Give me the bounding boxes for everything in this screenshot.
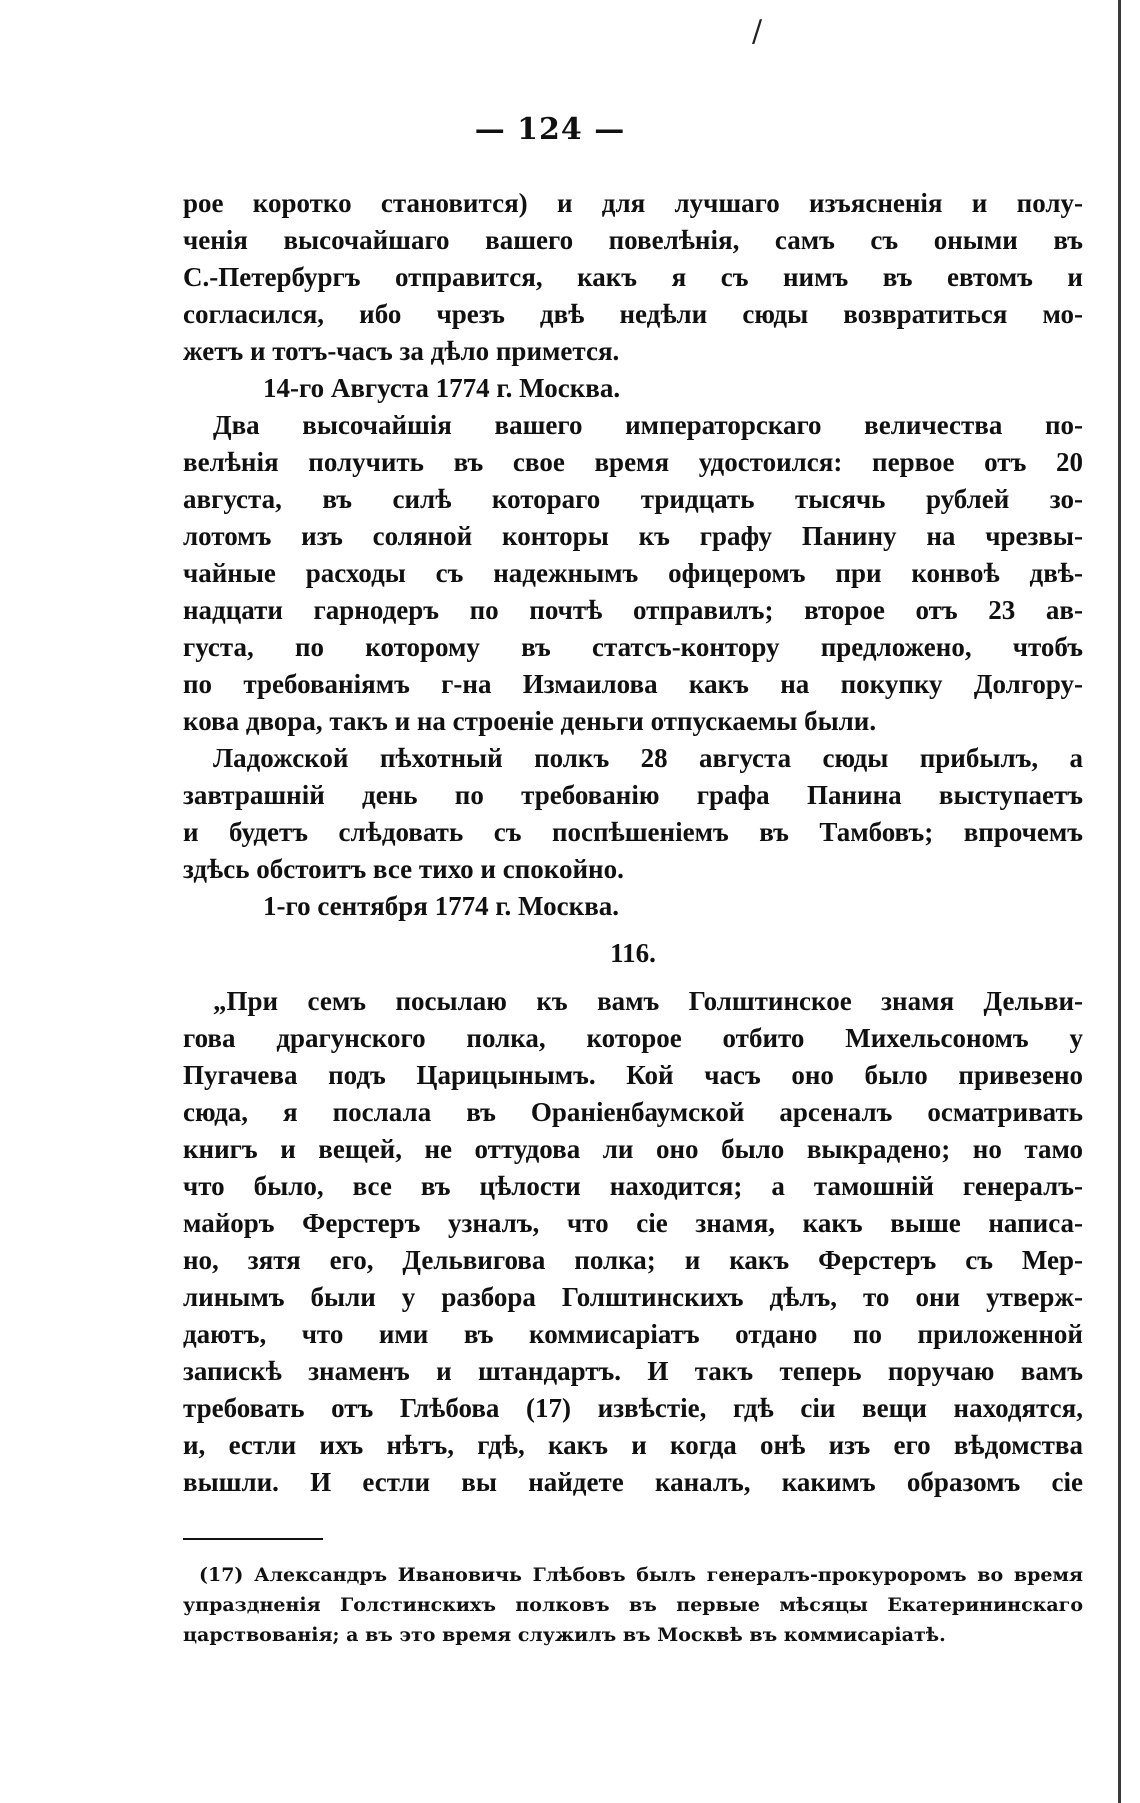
text-line: и будетъ слѣдовать съ поспѣшеніемъ въ Тамбовъ; впрочемъ xyxy=(183,817,1083,847)
paragraph-4 xyxy=(183,983,1083,1501)
text-line: требовать отъ Глѣбова (17) извѣстіе, гдѣ сіи вещи находятся, xyxy=(183,1393,1083,1423)
text-line: рое коротко становится) и для лучшаго изъясненія и полу- xyxy=(183,188,1083,218)
text-line: и, естли ихъ нѣтъ, гдѣ, какъ и когда онѣ изъ его вѣдомства xyxy=(183,1430,1083,1460)
document-number: 116. xyxy=(610,938,656,968)
text-line: велѣнія получить въ свое время удостоился: первое отъ 20 xyxy=(183,447,1083,477)
text-line: чайные расходы съ надежнымъ офицеромъ при конвоѣ двѣ- xyxy=(183,558,1083,588)
footnote-line: царствованія; а въ это время служилъ въ Москвѣ въ коммисаріатѣ. xyxy=(183,1624,946,1646)
text-line: запискѣ знаменъ и штандартъ. И такъ теперь поручаю вамъ xyxy=(183,1356,1083,1386)
text-line: книгъ и вещей, не оттудова ли оно было выкрадено; но тамо xyxy=(183,1134,1083,1164)
text-line: согласился, ибо чрезъ двѣ недѣли сюды возвратиться мо- xyxy=(183,299,1083,329)
text-line: по требованіямъ г-на Измаилова какъ на покупку Долгору- xyxy=(183,669,1083,699)
text-line: надцати гарнодеръ по почтѣ отправилъ; второе отъ 23 ав- xyxy=(183,595,1083,625)
text-line: августа, въ силѣ котораго тридцать тысячь рублей зо- xyxy=(183,484,1083,514)
text-line: даютъ, что ими въ коммисаріатъ отдано по приложенной xyxy=(183,1319,1083,1349)
paragraph-3 xyxy=(183,740,1083,888)
paragraph-2 xyxy=(183,407,1083,740)
text-line: Пугачева подъ Царицынымъ. Кой часъ оно было привезено xyxy=(183,1060,1083,1090)
footnote-divider xyxy=(183,1538,323,1540)
text-line: лотомъ изъ соляной конторы къ графу Панину на чрезвы- xyxy=(183,521,1083,551)
scan-speck: / xyxy=(752,14,763,49)
text-line: сюда, я послала въ Ораніенбаумской арсеналъ осматривать xyxy=(183,1097,1083,1127)
text-line: жетъ и тотъ-часъ за дѣло примется. xyxy=(183,336,620,366)
letter-date: 1-го сентября 1774 г. Москва. xyxy=(263,891,620,921)
paragraph-1 xyxy=(183,185,1083,370)
text-line: Два высочайшія вашего императорскаго величества по- xyxy=(213,410,1083,440)
text-line: гова драгунского полка, которое отбито Михельсономъ у xyxy=(183,1023,1083,1053)
letter-date: 14-го Августа 1774 г. Москва. xyxy=(263,373,621,403)
text-line: майоръ Ферстеръ узналъ, что сіе знамя, какъ выше написа- xyxy=(183,1208,1083,1238)
page-edge-rule xyxy=(1118,0,1121,1803)
text-line: завтрашній день по требованію графа Панина выступаетъ xyxy=(183,780,1083,810)
body-text xyxy=(183,185,1083,1501)
footnote-line: упраздненія Голстинскихъ полковъ въ первые мѣсяцы Екатерининскаго xyxy=(183,1594,1083,1616)
text-line: ченія высочайшаго вашего повелѣнія, самъ съ оными въ xyxy=(183,225,1083,255)
text-line: „При семъ посылаю къ вамъ Голштинское знамя Дельви- xyxy=(213,986,1083,1016)
text-line: что было, все въ цѣлости находится; а тамошній генералъ- xyxy=(183,1171,1083,1201)
text-line: вышли. И естли вы найдете каналъ, какимъ образомъ сіе xyxy=(183,1467,1083,1497)
text-line: здѣсь обстоитъ все тихо и спокойно. xyxy=(183,854,624,884)
page-number: — 124 — xyxy=(474,112,626,147)
footnote xyxy=(183,1560,1083,1650)
footnote-line: (17) Александръ Ивановичь Глѣбовъ былъ генералъ-прокуроромъ во время xyxy=(199,1564,1083,1586)
text-line: кова двора, такъ и на строеніе деньги отпускаемы были. xyxy=(183,706,877,736)
text-line: Ладожской пѣхотный полкъ 28 августа сюды прибылъ, а xyxy=(213,743,1083,773)
text-line: С.-Петербургъ отправится, какъ я съ нимъ въ евтомъ и xyxy=(183,262,1083,292)
text-line: линымъ были у разбора Голштинскихъ дѣлъ, то они утверж- xyxy=(183,1282,1083,1312)
text-line: но, зятя его, Дельвигова полка; и какъ Ферстеръ съ Мер- xyxy=(183,1245,1083,1275)
text-line: густа, по которому въ статсъ-контору предложено, чтобъ xyxy=(183,632,1083,662)
